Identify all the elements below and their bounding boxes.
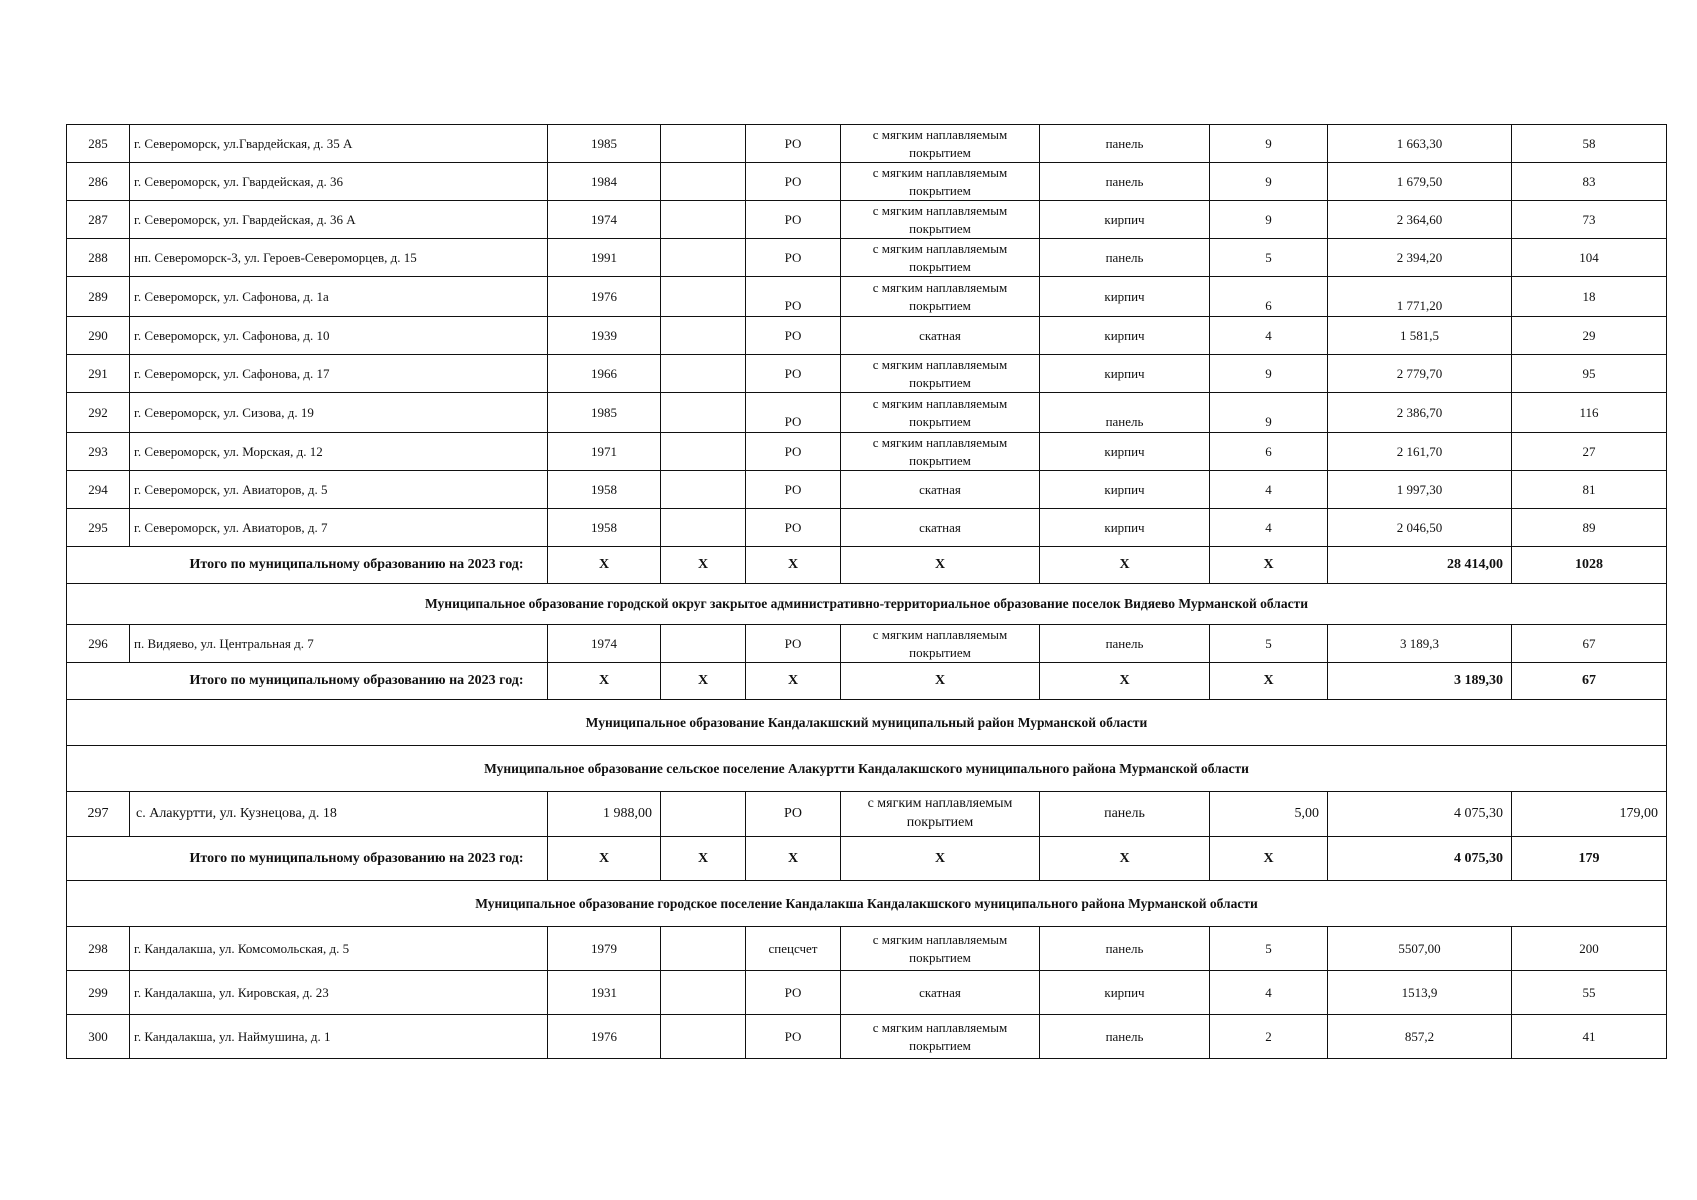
- empty-cell: [661, 792, 746, 837]
- total-spacer: [67, 547, 130, 584]
- section-header: [67, 584, 1667, 625]
- table-row: [67, 792, 1667, 837]
- year-cell: 1985: [548, 393, 661, 433]
- area-cell: 1513,9: [1328, 971, 1512, 1015]
- table-row: [67, 317, 1667, 355]
- floors-cell: 9: [1210, 201, 1328, 239]
- section-title: Муниципальное образование городской округ закрытое административно-территориальное образование поселок Видяево Мурманской области: [67, 584, 1667, 625]
- total-label: Итого по муниципальному образованию на 2023 год:: [130, 837, 548, 881]
- roof-cell: с мягким наплавляемым покрытием: [841, 201, 1040, 239]
- address-cell: г. Кандалакша, ул. Наймушина, д. 1: [130, 1015, 548, 1059]
- fund-cell: РО: [746, 163, 841, 201]
- area-cell: 1 997,30: [1328, 471, 1512, 509]
- wall-cell: панель: [1040, 1015, 1210, 1059]
- year-cell: 1976: [548, 277, 661, 317]
- year-cell: 1 988,00: [548, 792, 661, 837]
- address-cell: г. Североморск, ул. Гвардейская, д. 36 А: [130, 201, 548, 239]
- empty-cell: [661, 125, 746, 163]
- address-cell: п. Видяево, ул. Центральная д. 7: [130, 625, 548, 663]
- empty-cell: [661, 509, 746, 547]
- residents-cell: 73: [1512, 201, 1667, 239]
- fund-cell: РО: [746, 625, 841, 663]
- x-mark: X: [661, 547, 746, 584]
- year-cell: 1974: [548, 201, 661, 239]
- total-label: Итого по муниципальному образованию на 2023 год:: [130, 663, 548, 700]
- table-row: [67, 163, 1667, 201]
- x-mark: X: [746, 663, 841, 700]
- area-cell: 2 364,60: [1328, 201, 1512, 239]
- empty-cell: [661, 927, 746, 971]
- total-spacer: [67, 837, 130, 881]
- address-cell: г. Североморск, ул. Морская, д. 12: [130, 433, 548, 471]
- floors-cell: 9: [1210, 125, 1328, 163]
- area-cell: 4 075,30: [1328, 792, 1512, 837]
- row-number: 294: [67, 471, 130, 509]
- wall-cell: панель: [1040, 239, 1210, 277]
- area-cell: 2 394,20: [1328, 239, 1512, 277]
- roof-cell: с мягким наплавляемым покрытием: [841, 277, 1040, 317]
- fund-cell: РО: [746, 393, 841, 433]
- row-number: 291: [67, 355, 130, 393]
- wall-cell: кирпич: [1040, 317, 1210, 355]
- table-row: [67, 433, 1667, 471]
- roof-cell: с мягким наплавляемым покрытием: [841, 163, 1040, 201]
- table-row: [67, 393, 1667, 433]
- row-number: 295: [67, 509, 130, 547]
- floors-cell: 4: [1210, 971, 1328, 1015]
- year-cell: 1958: [548, 471, 661, 509]
- row-number: 299: [67, 971, 130, 1015]
- area-cell: 2 386,70: [1328, 393, 1512, 433]
- fund-cell: РО: [746, 433, 841, 471]
- wall-cell: кирпич: [1040, 201, 1210, 239]
- area-cell: 2 779,70: [1328, 355, 1512, 393]
- table-row: [67, 201, 1667, 239]
- address-cell: г. Североморск, ул. Сафонова, д. 17: [130, 355, 548, 393]
- roof-cell: с мягким наплавляемым покрытием: [841, 625, 1040, 663]
- roof-cell: с мягким наплавляемым покрытием: [841, 125, 1040, 163]
- wall-cell: панель: [1040, 625, 1210, 663]
- wall-cell: панель: [1040, 163, 1210, 201]
- row-number: 300: [67, 1015, 130, 1059]
- year-cell: 1939: [548, 317, 661, 355]
- floors-cell: 9: [1210, 393, 1328, 433]
- address-cell: г. Кандалакша, ул. Комсомольская, д. 5: [130, 927, 548, 971]
- residents-cell: 58: [1512, 125, 1667, 163]
- year-cell: 1931: [548, 971, 661, 1015]
- empty-cell: [661, 433, 746, 471]
- floors-cell: 5: [1210, 927, 1328, 971]
- residents-cell: 200: [1512, 927, 1667, 971]
- x-mark: X: [841, 547, 1040, 584]
- fund-cell: РО: [746, 1015, 841, 1059]
- floors-cell: 6: [1210, 277, 1328, 317]
- row-number: 290: [67, 317, 130, 355]
- row-number: 288: [67, 239, 130, 277]
- total-area: 28 414,00: [1328, 547, 1512, 584]
- area-cell: 1 581,5: [1328, 317, 1512, 355]
- fund-cell: РО: [746, 277, 841, 317]
- fund-cell: РО: [746, 471, 841, 509]
- section-header: [67, 881, 1667, 927]
- empty-cell: [661, 163, 746, 201]
- table-row: [67, 509, 1667, 547]
- x-mark: X: [548, 837, 661, 881]
- residents-cell: 18: [1512, 277, 1667, 317]
- row-number: 285: [67, 125, 130, 163]
- roof-cell: скатная: [841, 471, 1040, 509]
- year-cell: 1985: [548, 125, 661, 163]
- x-mark: X: [548, 663, 661, 700]
- area-cell: 5507,00: [1328, 927, 1512, 971]
- row-number: 297: [67, 792, 130, 837]
- row-number: 286: [67, 163, 130, 201]
- empty-cell: [661, 471, 746, 509]
- floors-cell: 5: [1210, 239, 1328, 277]
- total-area: 3 189,30: [1328, 663, 1512, 700]
- wall-cell: кирпич: [1040, 433, 1210, 471]
- wall-cell: кирпич: [1040, 277, 1210, 317]
- year-cell: 1971: [548, 433, 661, 471]
- row-number: 298: [67, 927, 130, 971]
- roof-cell: с мягким наплавляемым покрытием: [841, 927, 1040, 971]
- roof-cell: с мягким наплавляемым покрытием: [841, 355, 1040, 393]
- empty-cell: [661, 393, 746, 433]
- year-cell: 1979: [548, 927, 661, 971]
- roof-cell: с мягким наплавляемым покрытием: [841, 433, 1040, 471]
- address-cell: г. Североморск, ул.Гвардейская, д. 35 А: [130, 125, 548, 163]
- empty-cell: [661, 277, 746, 317]
- floors-cell: 9: [1210, 355, 1328, 393]
- residents-cell: 104: [1512, 239, 1667, 277]
- year-cell: 1966: [548, 355, 661, 393]
- address-cell: г. Кандалакша, ул. Кировская, д. 23: [130, 971, 548, 1015]
- empty-cell: [661, 239, 746, 277]
- fund-cell: РО: [746, 355, 841, 393]
- x-mark: X: [1040, 547, 1210, 584]
- wall-cell: кирпич: [1040, 971, 1210, 1015]
- area-cell: 1 679,50: [1328, 163, 1512, 201]
- residents-cell: 27: [1512, 433, 1667, 471]
- floors-cell: 4: [1210, 317, 1328, 355]
- fund-cell: РО: [746, 792, 841, 837]
- roof-cell: с мягким наплавляемым покрытием: [841, 239, 1040, 277]
- total-residents: 1028: [1512, 547, 1667, 584]
- fund-cell: РО: [746, 125, 841, 163]
- area-cell: 2 046,50: [1328, 509, 1512, 547]
- address-cell: нп. Североморск-3, ул. Героев-Североморцев, д. 15: [130, 239, 548, 277]
- section-title: Муниципальное образование Кандалакшский муниципальный район Мурманской области: [67, 700, 1667, 746]
- x-mark: X: [1210, 547, 1328, 584]
- total-residents: 179: [1512, 837, 1667, 881]
- table-row: [67, 471, 1667, 509]
- total-row: [67, 547, 1667, 584]
- x-mark: X: [661, 663, 746, 700]
- wall-cell: кирпич: [1040, 355, 1210, 393]
- x-mark: X: [661, 837, 746, 881]
- wall-cell: кирпич: [1040, 471, 1210, 509]
- x-mark: X: [841, 663, 1040, 700]
- address-cell: г. Североморск, ул. Сафонова, д. 1а: [130, 277, 548, 317]
- floors-cell: 9: [1210, 163, 1328, 201]
- section-title: Муниципальное образование сельское поселение Алакуртти Кандалакшского муниципального района Мурманской области: [67, 746, 1667, 792]
- wall-cell: кирпич: [1040, 509, 1210, 547]
- roof-cell: с мягким наплавляемым покрытием: [841, 792, 1040, 837]
- address-cell: г. Североморск, ул. Авиаторов, д. 7: [130, 509, 548, 547]
- fund-cell: РО: [746, 971, 841, 1015]
- year-cell: 1984: [548, 163, 661, 201]
- floors-cell: 6: [1210, 433, 1328, 471]
- residents-cell: 29: [1512, 317, 1667, 355]
- residents-cell: 179,00: [1512, 792, 1667, 837]
- fund-cell: РО: [746, 201, 841, 239]
- wall-cell: панель: [1040, 393, 1210, 433]
- roof-cell: скатная: [841, 317, 1040, 355]
- empty-cell: [661, 317, 746, 355]
- empty-cell: [661, 971, 746, 1015]
- table-row: [67, 239, 1667, 277]
- total-area: 4 075,30: [1328, 837, 1512, 881]
- residents-cell: 55: [1512, 971, 1667, 1015]
- x-mark: X: [1040, 663, 1210, 700]
- residents-cell: 83: [1512, 163, 1667, 201]
- floors-cell: 4: [1210, 509, 1328, 547]
- wall-cell: панель: [1040, 792, 1210, 837]
- x-mark: X: [548, 547, 661, 584]
- total-row: [67, 837, 1667, 881]
- fund-cell: РО: [746, 239, 841, 277]
- address-cell: с. Алакуртти, ул. Кузнецова, д. 18: [130, 792, 548, 837]
- roof-cell: скатная: [841, 509, 1040, 547]
- table-row: [67, 355, 1667, 393]
- row-number: 287: [67, 201, 130, 239]
- empty-cell: [661, 1015, 746, 1059]
- roof-cell: с мягким наплавляемым покрытием: [841, 393, 1040, 433]
- section-header: [67, 700, 1667, 746]
- table-row: [67, 277, 1667, 317]
- section-title: Муниципальное образование городское поселение Кандалакша Кандалакшского муниципального района Мурманской области: [67, 881, 1667, 927]
- row-number: 296: [67, 625, 130, 663]
- x-mark: X: [1040, 837, 1210, 881]
- address-cell: г. Североморск, ул. Сизова, д. 19: [130, 393, 548, 433]
- wall-cell: панель: [1040, 927, 1210, 971]
- roof-cell: с мягким наплавляемым покрытием: [841, 1015, 1040, 1059]
- table-row: [67, 625, 1667, 663]
- residents-cell: 41: [1512, 1015, 1667, 1059]
- residents-cell: 81: [1512, 471, 1667, 509]
- area-cell: 857,2: [1328, 1015, 1512, 1059]
- row-number: 289: [67, 277, 130, 317]
- section-header: [67, 746, 1667, 792]
- row-number: 292: [67, 393, 130, 433]
- address-cell: г. Североморск, ул. Авиаторов, д. 5: [130, 471, 548, 509]
- area-cell: 1 663,30: [1328, 125, 1512, 163]
- area-cell: 2 161,70: [1328, 433, 1512, 471]
- x-mark: X: [746, 547, 841, 584]
- housing-register-table: [66, 124, 1667, 1059]
- x-mark: X: [841, 837, 1040, 881]
- floors-cell: 2: [1210, 1015, 1328, 1059]
- table-row: [67, 971, 1667, 1015]
- table-row: [67, 125, 1667, 163]
- year-cell: 1991: [548, 239, 661, 277]
- wall-cell: панель: [1040, 125, 1210, 163]
- area-cell: 3 189,3: [1328, 625, 1512, 663]
- address-cell: г. Североморск, ул. Гвардейская, д. 36: [130, 163, 548, 201]
- table-row: [67, 927, 1667, 971]
- fund-cell: спецсчет: [746, 927, 841, 971]
- total-residents: 67: [1512, 663, 1667, 700]
- area-cell: 1 771,20: [1328, 277, 1512, 317]
- table-row: [67, 1015, 1667, 1059]
- roof-cell: скатная: [841, 971, 1040, 1015]
- floors-cell: 5,00: [1210, 792, 1328, 837]
- x-mark: X: [1210, 663, 1328, 700]
- x-mark: X: [746, 837, 841, 881]
- residents-cell: 89: [1512, 509, 1667, 547]
- residents-cell: 116: [1512, 393, 1667, 433]
- year-cell: 1974: [548, 625, 661, 663]
- total-spacer: [67, 663, 130, 700]
- address-cell: г. Североморск, ул. Сафонова, д. 10: [130, 317, 548, 355]
- empty-cell: [661, 355, 746, 393]
- floors-cell: 5: [1210, 625, 1328, 663]
- fund-cell: РО: [746, 509, 841, 547]
- residents-cell: 95: [1512, 355, 1667, 393]
- x-mark: X: [1210, 837, 1328, 881]
- row-number: 293: [67, 433, 130, 471]
- empty-cell: [661, 625, 746, 663]
- floors-cell: 4: [1210, 471, 1328, 509]
- total-label: Итого по муниципальному образованию на 2023 год:: [130, 547, 548, 584]
- year-cell: 1958: [548, 509, 661, 547]
- year-cell: 1976: [548, 1015, 661, 1059]
- fund-cell: РО: [746, 317, 841, 355]
- empty-cell: [661, 201, 746, 239]
- total-row: [67, 663, 1667, 700]
- residents-cell: 67: [1512, 625, 1667, 663]
